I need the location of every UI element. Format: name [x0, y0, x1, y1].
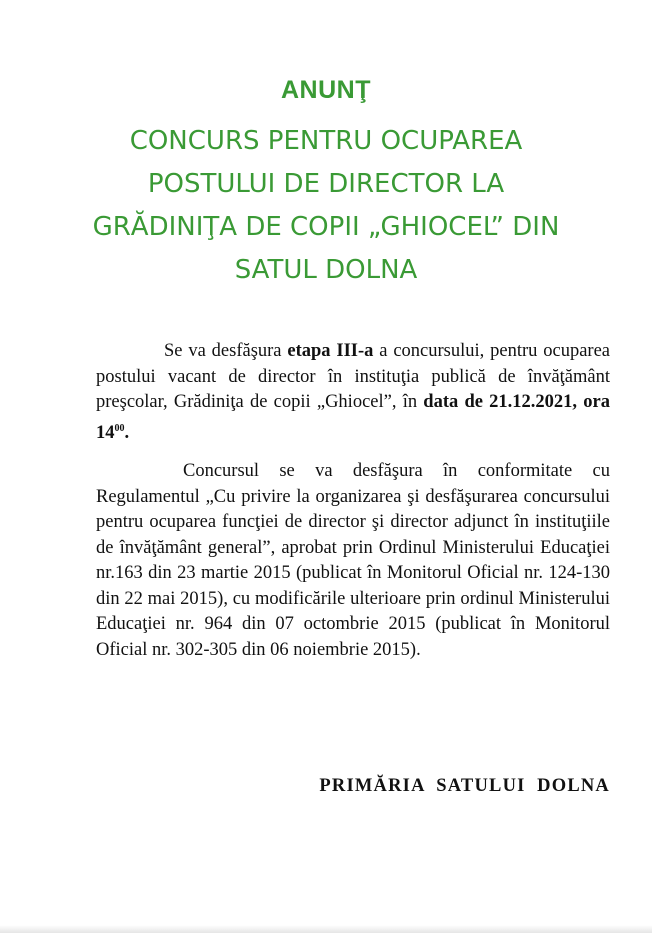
- page-edge-shadow: [0, 925, 652, 933]
- paragraph-regulation: [96, 459, 610, 663]
- subtitle-line: GRĂDINIŢA DE COPII „GHIOCEL” DIN: [92, 212, 560, 242]
- paragraph-text: Concursul se va desfăşura în conformitate cu Regulamentul „Cu privire la organizarea şi desfăşurarea concursului pentru ocuparea funcţiei de director şi director adjunct în instituţiile de învăţământ general”, aprobat prin Ordinul Ministerului Educaţiei nr.163 din 23 martie 2015 (publicat în Monitorul Oficial nr. 124-130 din 22 mai 2015), cu modificările ulterioare prin ordinul Ministerului Educaţiei nr. 964 din 07 octombrie 2015 (publicat în Monitorul Oficial nr. 302-305 din 06 noiembrie 2015).: [96, 461, 610, 660]
- event-minutes: 00: [114, 422, 125, 434]
- signature: PRIMĂRIA SATULUI DOLNA: [319, 776, 610, 796]
- subtitle-line: POSTULUI DE DIRECTOR LA: [147, 169, 505, 199]
- announcement-subtitle: [60, 120, 592, 292]
- paragraph-event-date: [96, 339, 610, 446]
- event-date-text: data de 21.12.2021, ora 14: [96, 392, 610, 443]
- stage-label: etapa III-a: [287, 341, 374, 361]
- subtitle-line: SATUL DOLNA: [234, 255, 418, 285]
- paragraph-text: Se va desfăşura: [164, 341, 288, 361]
- paragraph-text: a concursului, pentru ocuparea postului vacant de director în instituţia publică de învăţământ preşcolar, Grădiniţa de copii „Ghiocel”, în: [96, 341, 611, 412]
- event-date-end: .: [124, 422, 130, 443]
- announcement-title: ANUNŢ: [281, 76, 371, 104]
- subtitle-line: CONCURS PENTRU OCUPAREA: [129, 126, 523, 156]
